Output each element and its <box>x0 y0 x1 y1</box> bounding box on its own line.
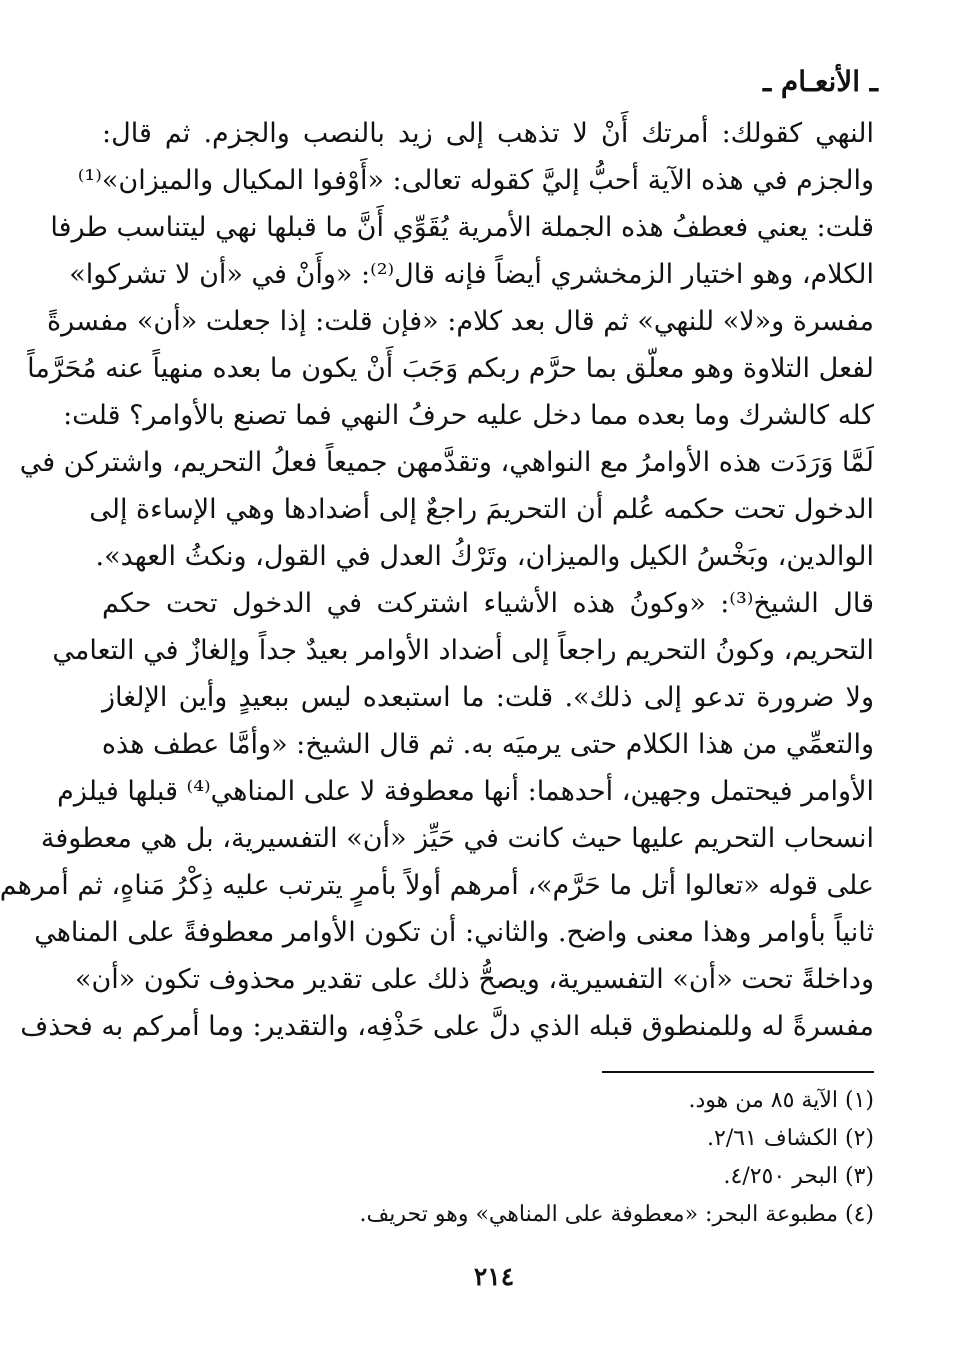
page-number: ٢١٤ <box>473 1262 515 1291</box>
text-line: انسحاب التحريم عليها حيث كانت في حَيِّز «أن» التفسيرية، بل هي معطوفة <box>40 823 874 854</box>
footnote-item: (٤) مطبوعة البحر: «معطوفة على المناهي» وهو تحريف. <box>359 1202 874 1227</box>
text-line: كله كالشرك وما بعده مما دخل عليه حرفُ النهي فما تصنع بالأوامر؟ قلت: <box>63 400 874 431</box>
text-line: التحريم، وكونُ التحريم راجعاً إلى أضداد الأوامر بعيدٌ جداً وإلغازٌ في التعامي <box>52 635 874 666</box>
text-line: النهي كقولك: أمرتك أَنْ لا تذهب إلى زيد بالنصب والجزم. ثم قال: <box>102 118 874 149</box>
text-line: ولا ضرورة تدعو إلى ذلك». قلت: ما استبعده ليس ببعيدٍ وأين الإلغاز <box>102 682 874 713</box>
text-line: مفسرةً له وللمنطوق قبله الذي دلَّ على حَذْفِه، والتقدير: وما أمركم به فحذف <box>20 1011 874 1042</box>
text-line: والتعمِّي من هذا الكلام حتى يرميَه به. ثم قال الشيخ: «وأمَّا عطف هذه <box>101 729 874 760</box>
text-line: لَمَّا وَرَدَت هذه الأوامرُ مع النواهي، وتقدَّمهن جميعاً فعلُ التحريم، واشتركن في <box>19 447 874 478</box>
text-line: مفسرة و«لا» للنهي» ثم قال بعد كلام: «فإن قلت: إذا جعلت «أن» مفسرةً <box>47 306 874 337</box>
footnote-item: (٣) البحر ٤/٢٥٠. <box>723 1164 874 1189</box>
text-line: الوالدين، وبَخْسُ الكيل والميزان، وتَرْكُ العدل في القول، ونكثُ العهد». <box>95 541 874 572</box>
running-title: ـ الأنعـام ـ <box>762 65 878 98</box>
text-line: الكلام، وهو اختيار الزمخشري أيضاً فإنه قال⁽²⁾: «وأَنْ في «أن لا تشركوا» <box>69 259 874 290</box>
text-line: لفعل التلاوة وهو معلّق بما حرَّم ربكم وَجَبَ أَنْ يكون ما بعده منهياً عنه مُحَرَّماً <box>27 353 874 384</box>
footnote-item: (١) الآية ٨٥ من هود. <box>688 1088 874 1113</box>
text-line: قلت: يعني فعطفُ هذه الجملة الأمرية يُقَوِّي أَنَّ ما قبلها نهي ليتناسب طرفا <box>50 212 874 243</box>
text-line: ثانياً بأوامر وهذا معنى واضح. والثاني: أن تكون الأوامر معطوفةً على المناهي <box>34 917 874 948</box>
text-line: والجزم في هذه الآية أحبُّ إليَّ كقوله تعالى: «أَوْفوا المكيال والميزان»⁽¹⁾ <box>77 165 874 196</box>
text-line: الدخول تحت حكمه عُلم أن التحريمَ راجعٌ إلى أضدادها وهي الإساءة إلى <box>89 494 874 525</box>
main-text <box>0 110 875 1045</box>
text-line: على قوله «تعالوا أتل ما حَرَّم»، أمرهم أولاً بأمرٍ يترتب عليه ذِكْرُ مَناهٍ، ثم أمرهم <box>0 870 874 901</box>
text-line: الأوامر فيحتمل وجهين، أحدهما: أنها معطوفة لا على المناهي⁽⁴⁾ قبلها فيلزم <box>57 776 874 807</box>
footnotes <box>352 1082 874 1234</box>
text-line: قال الشيخ⁽³⁾: «وكونُ هذه الأشياء اشتركت في الدخول تحت حكم <box>102 588 875 619</box>
footnote-item: (٢) الكشاف ٢/٦١. <box>707 1126 874 1151</box>
text-line: وداخلةً تحت «أن» التفسيرية، ويصحُّ ذلك على تقدير محذوف تكون «أن» <box>74 964 874 995</box>
footnote-divider <box>602 1071 874 1073</box>
